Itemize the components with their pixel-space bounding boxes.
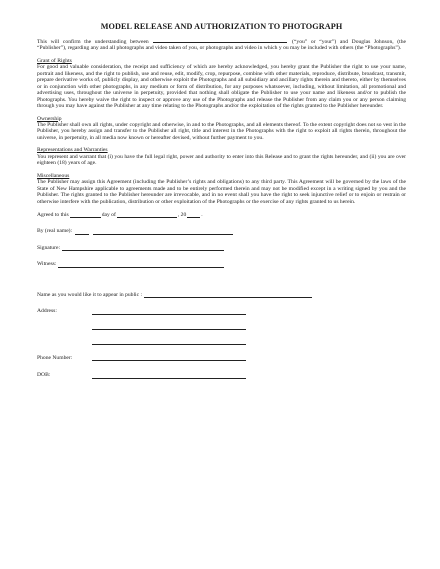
section-body: You represent and warrant that (i) you have the full legal right, power and authority to enter into this Release and to grant the rights hereunder, and (ii) you are over eighteen (18) years of age.: [37, 153, 406, 167]
witness-row: [37, 261, 406, 267]
agreed-prefix-label: Agreed to this: [37, 211, 69, 218]
section-heading: Ownership: [37, 115, 62, 122]
section-body: For good and valuable consideration, the receipt and sufficiency of which are hereby acknowledged, you hereby grant the Publisher the right to use your name, portrait and likeness, and the right to publish, use and reuse, edit, modify, crop, repurpose, combine with other materials, reproduce, distribute, broadcast, transmit, prepare derivative works of, publicly display, and otherwise exploit the Photographs and all subsidiary and ancillary rights therein and thereto, either by themselves or in conjunction with other photographs, in any medium or form of distribution, for any purposes whatsoever, including, without limitation, all promotional and advertising uses, throughout the universe in perpetuity, provided that nothing shall obligate the Publisher to use your name and likeness and/or to publish the Photographs. You hereby waive the right to inspect or approve any use of the Photographs and release the Publisher from any claim you or any person claiming through you may have against the Publisher at any time relating to the Photographs and/or the exploitation of the rights granted to the Publisher hereunder.: [37, 64, 406, 110]
intro-paragraph: [37, 37, 406, 52]
agreed-day-blank[interactable]: [70, 212, 101, 218]
real-name-blank-1[interactable]: [75, 229, 89, 235]
section-ownership: [37, 116, 406, 142]
address-blank-1[interactable]: [92, 309, 246, 315]
signature-fields: [37, 212, 406, 379]
signature-blank[interactable]: [62, 245, 224, 251]
intro-text-after: (“you” or “your”) and Douglas Johnson, (the “Publisher”), regarding any and all photographs and video taken of you, or photographs and video in which y ou may be included with others (the “Photographs”).: [37, 39, 407, 52]
dob-row: [37, 372, 406, 378]
agreed-month-blank[interactable]: [117, 212, 177, 218]
public-name-blank[interactable]: [144, 292, 312, 298]
witness-label: Witness:: [37, 261, 57, 268]
address-blank-3[interactable]: [92, 339, 246, 345]
public-name-row: [37, 292, 406, 298]
address-label: Address:: [37, 308, 57, 315]
signature-row: [37, 245, 406, 251]
address-row: [37, 308, 406, 314]
public-name-label: Name as you would like it to appear in public :: [37, 291, 143, 298]
agreed-year-blank[interactable]: [187, 211, 203, 218]
party-name-blank[interactable]: [153, 37, 287, 43]
agreed-end-label: .: [201, 211, 203, 218]
address-row-3: [37, 339, 406, 345]
dob-label: DOB:: [37, 372, 51, 379]
section-body: The Publisher shall own all rights, under copyright and otherwise, in and to the Photographs, and all elements thereof. To the extent copyright does not so vest in the Publisher, you hereby assign and transfer to the Publisher all right, title and interest in the Photographs with the right to exploit all rights therein, throughout the universe, in perpetuity, in all media now known or hereafter devised, without further payment to you.: [37, 121, 406, 141]
agreed-day-label: day of: [101, 211, 116, 218]
real-name-row: [37, 228, 406, 234]
agreed-year-label: , 20: [177, 211, 187, 218]
agreed-date-row: [37, 212, 406, 218]
section-heading: Representations and Warranties: [37, 147, 108, 154]
address-row-2: [37, 324, 406, 330]
intro-text-before: This will confirm the understanding between: [37, 39, 149, 45]
real-name-blank-2[interactable]: [93, 229, 233, 235]
section-body: The Publisher may assign this Agreement (including the Publisher’s rights and obligations) to any third party. This Agreement will be governed by the laws of the State of New Hampshire applicable to agreements made and to be entirely performed therein and may not be modified except in a writing signed by you and the Publisher. The rights granted to the Publisher hereunder are irrevocable, and in no event shall you have the right to seek injunctive relief or to enjoin or restrain or otherwise interfere with the publication, distribution or other exploitation of the Photographs or the exercise of any rights granted to us herein.: [37, 179, 406, 205]
phone-blank[interactable]: [92, 355, 246, 361]
address-blank-2[interactable]: [92, 324, 246, 330]
section-heading: Grant of Rights: [37, 57, 72, 64]
phone-row: [37, 355, 406, 361]
section-grant-of-rights: [37, 58, 406, 110]
document-title: MODEL RELEASE AND AUTHORIZATION TO PHOTOGRAPH: [100, 22, 343, 31]
witness-blank[interactable]: [58, 262, 224, 268]
section-heading: Miscellaneous: [37, 172, 70, 179]
dob-blank[interactable]: [92, 373, 246, 379]
signature-label: Signature:: [37, 244, 60, 251]
real-name-label: By (real name):: [37, 228, 73, 235]
phone-label: Phone Number:: [37, 354, 73, 361]
section-representations: [37, 147, 406, 166]
section-miscellaneous: [37, 173, 406, 205]
